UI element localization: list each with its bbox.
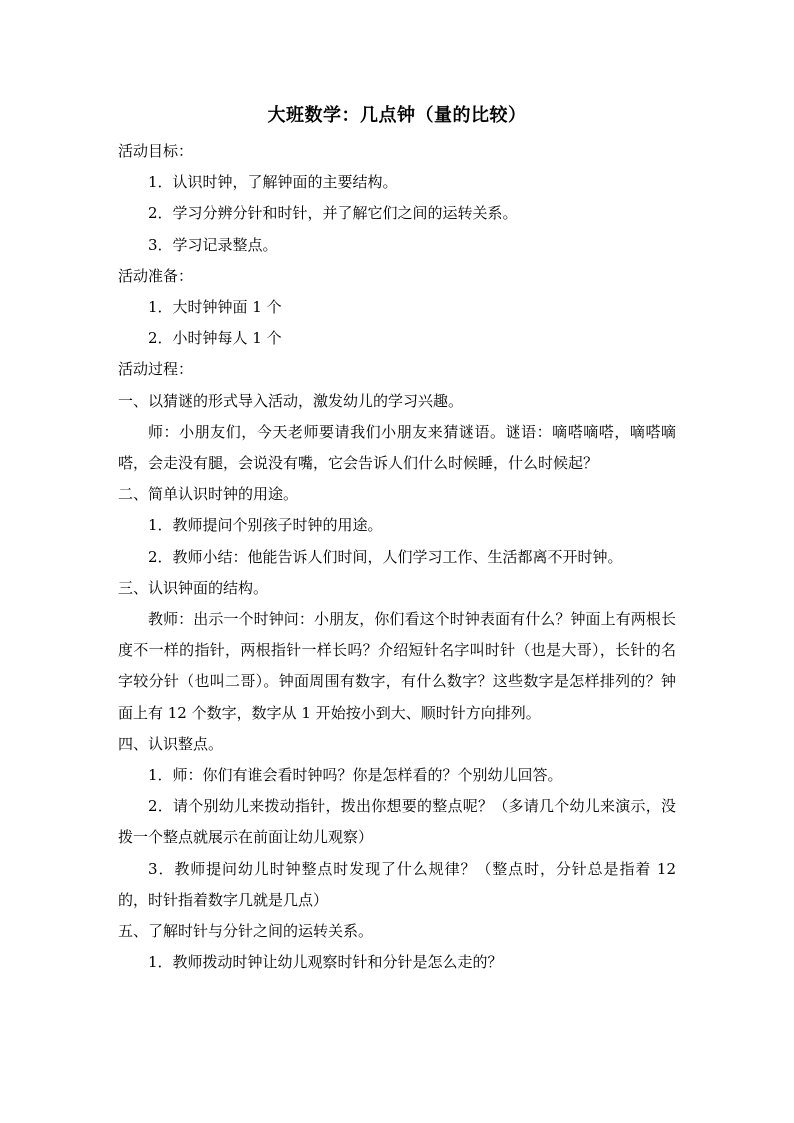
goal-item: 2．学习分辨分针和时针，并了解它们之间的运转关系。 (148, 204, 518, 223)
step1-heading: 一、以猜谜的形式导入活动，激发幼儿的学习兴趣。 (118, 391, 464, 410)
step4-item: 3．教师提问幼儿时钟整点时发现了什么规律？（整点时，分针总是指着 12 的，时针指着数字几就是几点） (118, 859, 676, 909)
step2-item: 1．教师提问个别孩子时钟的用途。 (148, 516, 383, 535)
step3-heading: 三、认识钟面的结构。 (118, 578, 269, 597)
step2-heading: 二、简单认识时钟的用途。 (118, 485, 299, 504)
goals-heading: 活动目标： (118, 142, 194, 160)
step4-item: 2．请个别幼儿来拨动指针，拨出你想要的整点呢？（多请几个幼儿来演示，没拨一个整点就展示在前面让幼儿观察） (118, 797, 676, 847)
document-title: 大班数学：几点钟（量的比较） (267, 105, 527, 126)
document-page (118, 104, 676, 978)
goal-item: 1．认识时钟，了解钟面的主要结构。 (148, 173, 398, 192)
step3-paragraph: 教师：出示一个时钟问：小朋友，你们看这个时钟表面有什么？钟面上有两根长度不一样的指针，两根指针一样长吗？介绍短针名字叫时针（也是大哥），长针的名字较分针（也叫二哥）。钟面周围有数字，有什么数字？这些数字是怎样排列的？钟面上有 12 个数字，数字从 1 开始按小到大、顺时针方向排列。 (118, 610, 676, 722)
prep-heading: 活动准备： (118, 266, 194, 285)
prep-item: 1．大时钟钟面 1 个 (148, 298, 282, 317)
goal-item: 3．学习记录整点。 (148, 235, 278, 254)
process-heading: 活动过程： (118, 360, 194, 379)
step2-item: 2．教师小结：他能告诉人们时间，人们学习工作、生活都离不开时钟。 (148, 547, 623, 566)
step4-heading: 四、认识整点。 (118, 734, 224, 753)
step5-item: 1．教师拨动时钟让幼儿观察时针和分针是怎么走的？ (148, 953, 503, 972)
prep-item: 2．小时钟每人 1 个 (148, 329, 282, 348)
step1-paragraph: 师：小朋友们，今天老师要请我们小朋友来猜谜语。谜语：嘀嗒嘀嗒，嘀嗒嘀嗒，会走没有腿，会说没有嘴，它会告诉人们什么时候睡，什么时候起？ (118, 422, 676, 473)
step4-item: 1．师：你们有谁会看时钟吗？你是怎样看的？个别幼儿回答。 (148, 766, 563, 785)
step5-heading: 五、了解时针与分针之间的运转关系。 (118, 922, 374, 941)
